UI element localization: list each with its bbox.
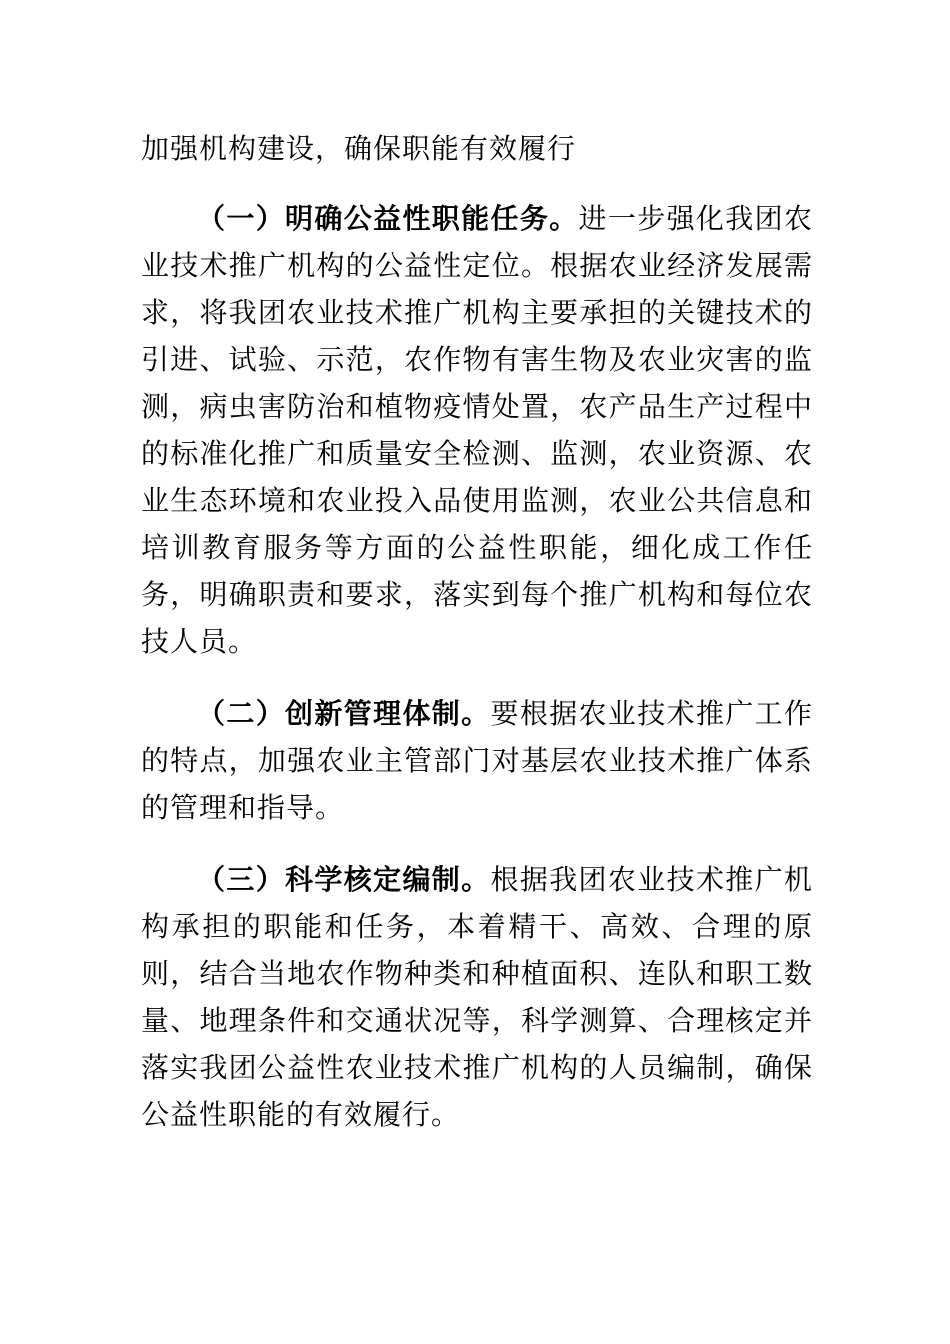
paragraph-1-body: 进一步强化我团农业技术推广机构的公益性定位。根据农业经济发展需求，将我团农业技术推广机构主要承担的关键技术的引进、试验、示范，农作物有害生物及农业灾害的监测，病虫害防治和植物疫情处置，农产品生产过程中的标准化推广和质量安全检测、监测，农业资源、农业生态环境和农业投入品使用监测，农业公共信息和培训教育服务等方面的公益性职能，细化成工作任务，明确职责和要求，落实到每个推广机构和每位农技人员。 <box>141 202 813 658</box>
paragraph-2-lead: （二）创新管理体制。 <box>197 697 491 730</box>
document-body <box>141 125 813 1138</box>
paragraph-2-body: 要根据农业技术推广工作的特点，加强农业主管部门对基层农业技术推广体系的管理和指导。 <box>141 697 813 824</box>
paragraph-3-body: 根据我团农业技术推广机构承担的职能和任务，本着精干、高效、合理的原则，结合当地农作物种类和种植面积、连队和职工数量、地理条件和交通状况等，科学测算、合理核定并落实我团公益性农业技术推广机构的人员编制，确保公益性职能的有效履行。 <box>141 863 813 1131</box>
paragraph-3 <box>141 856 813 1138</box>
paragraph-1 <box>141 195 813 665</box>
paragraph-2 <box>141 690 813 831</box>
paragraph-1-lead: （一）明确公益性职能任务。 <box>197 202 579 235</box>
section-heading: 加强机构建设，确保职能有效履行 <box>141 132 577 165</box>
paragraph-3-lead: （三）科学核定编制。 <box>197 863 491 896</box>
